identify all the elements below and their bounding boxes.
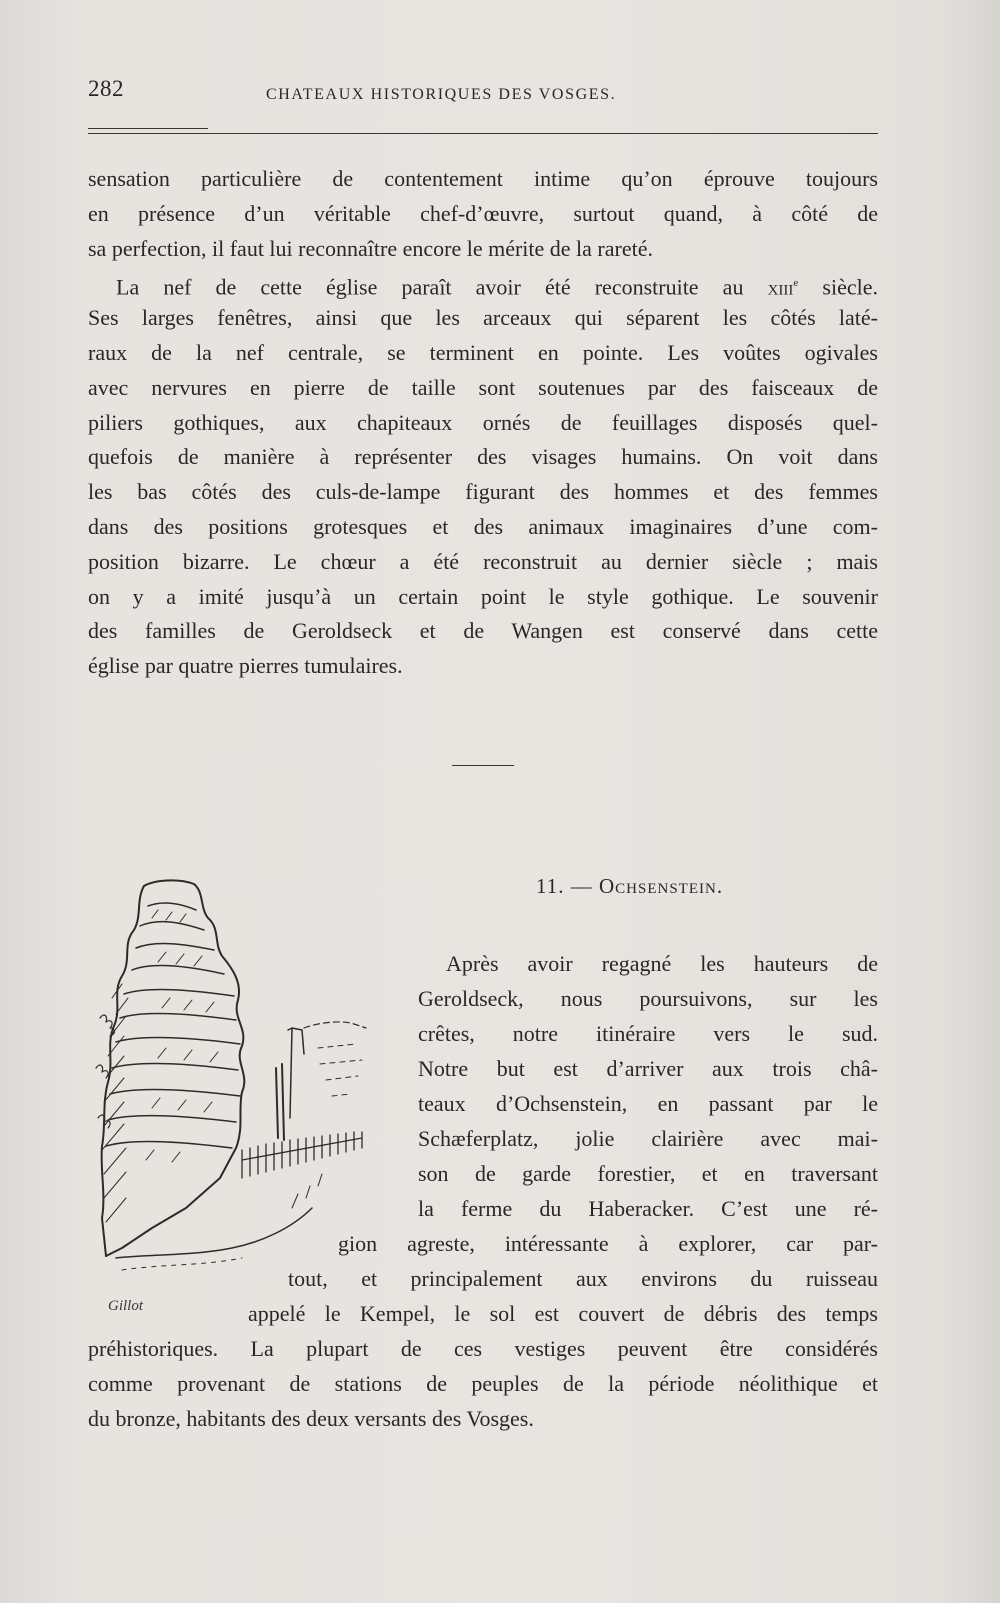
text-line: sensation particulière de contentement intime qu’on éprouve toujours <box>88 166 878 191</box>
text-line: quefois de manière à représenter des visages humains. On voit dans <box>88 444 878 470</box>
text-line: crêtes, notre itinéraire vers le sud. <box>418 1021 878 1046</box>
text-line: en présence d’un véritable chef-d’œuvre, surtout quand, à côté de <box>88 200 878 226</box>
century-superscript: e <box>793 277 799 290</box>
text-line: Ses larges fenêtres, ainsi que les arceaux qui séparent les côtés laté- <box>88 305 878 331</box>
text-line: Geroldseck, nous poursuivons, sur les <box>418 986 878 1011</box>
section-body-text <box>88 946 878 1436</box>
text-line: sa perfection, il faut lui reconnaître encore le mérite de la rareté. <box>88 235 653 261</box>
text-line: du bronze, habitants des deux versants des Vosges. <box>88 1406 534 1431</box>
section-title: Ochsenstein. <box>598 874 724 898</box>
page-header <box>88 76 878 116</box>
section-heading <box>536 874 723 899</box>
text-line: église par quatre pierres tumulaires. <box>88 653 403 679</box>
text-line: raux de la nef centrale, se terminent en pointe. Les voûtes ogivales <box>88 339 878 365</box>
text-line: la ferme du Haberacker. C’est une ré- <box>418 1196 878 1221</box>
text-line: on y a imité jusqu’à un certain point le style gothique. Le souvenir <box>88 583 878 609</box>
section-divider <box>452 765 514 766</box>
page-number: 282 <box>88 76 124 101</box>
text-line: Notre but est d’arriver aux trois châ- <box>418 1056 878 1081</box>
text-line: gion agreste, intéressante à explorer, car par- <box>338 1231 878 1256</box>
text-line: teaux d’Ochsenstein, en passant par le <box>418 1091 878 1116</box>
illustrator-signature: Gillot <box>108 1298 144 1314</box>
header-rule <box>88 133 878 134</box>
text-line: Après avoir regagné les hauteurs de <box>446 951 878 976</box>
text-fragment: La nef de cette église paraît avoir été reconstruite au <box>116 274 768 300</box>
text-line: les bas côtés des culs-de-lampe figurant des hommes et des femmes <box>88 479 878 505</box>
text-line: des familles de Geroldseck et de Wangen est conservé dans cette <box>88 618 878 644</box>
text-line: avec nervures en pierre de taille sont soutenues par des faisceaux de <box>88 374 878 400</box>
text-line: préhistoriques. La plupart de ces vestiges peuvent être considérés <box>88 1336 878 1361</box>
running-title: CHATEAUX HISTORIQUES DES VOSGES. <box>266 86 617 103</box>
text-fragment: siècle. <box>798 274 878 300</box>
text-line: tout, et principalement aux environs du ruisseau <box>288 1266 878 1291</box>
header-rule-short <box>88 128 208 129</box>
text-line: Schæferplatz, jolie clairière avec mai- <box>418 1126 878 1151</box>
text-line: appelé le Kempel, le sol est couvert de débris des temps <box>248 1301 878 1326</box>
text-line: piliers gothiques, aux chapiteaux ornés de feuillages disposés quel- <box>88 409 878 435</box>
body-text <box>88 162 878 684</box>
paragraph2-first-line <box>88 266 878 301</box>
text-line: dans des positions grotesques et des animaux imaginaires d’une com- <box>88 513 878 539</box>
section-number: 11. — <box>536 874 599 898</box>
text-line: son de garde forestier, et en traversant <box>418 1161 878 1186</box>
century-numeral: xiii <box>767 274 794 300</box>
text-line: position bizarre. Le chœur a été reconstruit au dernier siècle ; mais <box>88 548 878 574</box>
text-line: comme provenant de stations de peuples de la période néolithique et <box>88 1371 878 1396</box>
